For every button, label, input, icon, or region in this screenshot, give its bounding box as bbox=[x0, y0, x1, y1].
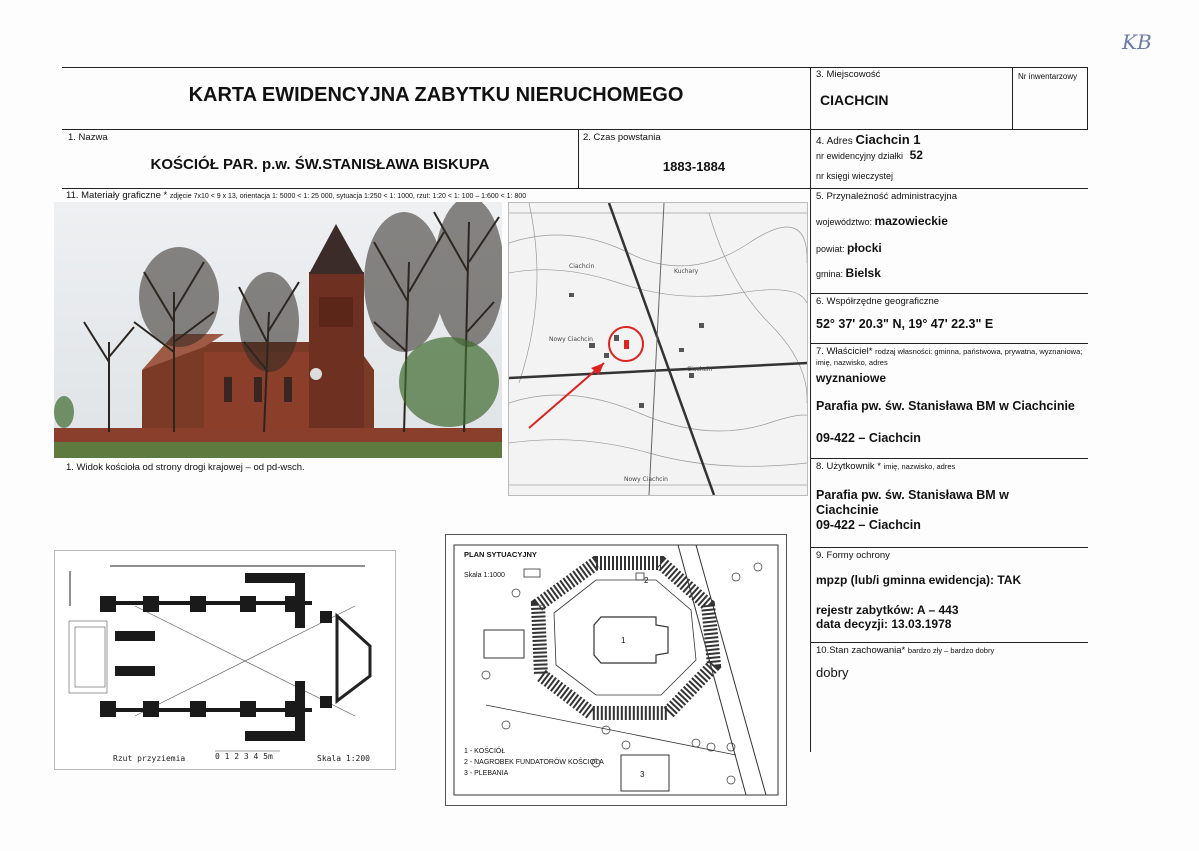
miejscowosc-value: CIACHCIN bbox=[820, 92, 889, 108]
row-divider bbox=[810, 188, 1088, 189]
adres-label: 4. Adres bbox=[816, 136, 853, 147]
church-photo-image bbox=[54, 202, 502, 458]
stan-label: 10.Stan zachowania* bbox=[816, 645, 906, 656]
wlasciciel-header bbox=[816, 346, 1084, 368]
row-divider bbox=[810, 642, 1088, 643]
adres-value: Ciachcin 1 bbox=[855, 132, 921, 147]
floor-plan-drawing bbox=[55, 551, 395, 769]
row-divider bbox=[62, 129, 1088, 130]
topographic-map bbox=[508, 202, 808, 496]
plan2-num-church: 1 bbox=[621, 636, 626, 645]
plan2-legend-item: 3 - PLEBANIA bbox=[464, 770, 509, 777]
ochrona-label: 9. Formy ochrony bbox=[816, 550, 890, 561]
przynaleznosc-label: 5. Przynależność administracyjna bbox=[816, 191, 957, 202]
gmina-label: gmina: bbox=[816, 269, 844, 279]
uzytkownik-user: Parafia pw. św. Stanisława BM w Ciachcinie bbox=[816, 488, 1009, 517]
map-village-label: Nowy Ciachcin bbox=[624, 476, 668, 483]
materialy-note: zdjęcie 7x10 < 9 x 13, orientacja 1: 5000 < 1: 25 000, sytuacja 1:250 < 1: 1000, rzut: 1:20 < 1: 100 – 1:600 < 1: 800 bbox=[169, 193, 527, 200]
dzialka-row bbox=[816, 148, 923, 162]
wojewodztwo-row bbox=[816, 214, 948, 228]
plan2-num-rectory: 3 bbox=[640, 770, 645, 779]
uzytkownik-postal: 09-422 – Ciachcin bbox=[816, 518, 921, 532]
church-photo bbox=[54, 202, 502, 458]
adres-row bbox=[816, 132, 921, 147]
site-plan-drawing bbox=[446, 535, 786, 805]
nazwa-value: KOŚCIÓŁ PAR. p.w. ŚW.STANISŁAWA BISKUPA bbox=[150, 156, 490, 173]
wojewodztwo-value: mazowieckie bbox=[874, 214, 948, 228]
wlasciciel-owner: Parafia pw. św. Stanisława BM w Ciachcinie bbox=[816, 399, 1075, 413]
stan-value: dobry bbox=[816, 665, 849, 680]
plan1-scale-bar: 0 1 2 3 4 5m bbox=[215, 752, 273, 761]
gmina-value: Bielsk bbox=[845, 266, 881, 280]
ksiega-label: nr księgi wieczystej bbox=[816, 171, 894, 181]
wspolrzedne-value: 52° 37' 20.3" N, 19° 47' 22.3" E bbox=[816, 317, 994, 331]
materialy-label: 11. Materiały graficzne * bbox=[66, 190, 168, 201]
wlasciciel-type: wyznaniowe bbox=[816, 371, 887, 385]
uzytkownik-label: 8. Użytkownik * bbox=[816, 461, 881, 472]
map-village-label: Kuchary bbox=[674, 268, 699, 275]
ochrona-rejestr: rejestr zabytków: A – 443 bbox=[816, 603, 959, 617]
stan-header bbox=[816, 645, 994, 656]
uzytkownik-header bbox=[816, 461, 955, 472]
powiat-row bbox=[816, 241, 882, 255]
site-plan bbox=[445, 534, 787, 806]
czas-value: 1883-1884 bbox=[662, 159, 726, 174]
row-divider bbox=[810, 547, 1088, 548]
map-village-label: Nowy Ciachcin bbox=[549, 336, 593, 343]
col-divider bbox=[1087, 67, 1088, 129]
map-village-label: Ciachcin bbox=[569, 263, 595, 270]
map-village-label: Ciachcin bbox=[687, 366, 713, 373]
plan2-title: PLAN SYTUACYJNY bbox=[464, 550, 537, 559]
nazwa-label: 1. Nazwa bbox=[68, 132, 108, 143]
plan1-caption: Rzut przyziemia bbox=[113, 754, 186, 763]
topographic-map-image bbox=[509, 203, 807, 495]
wlasciciel-postal: 09-422 – Ciachcin bbox=[816, 431, 921, 445]
dzialka-value: 52 bbox=[909, 148, 923, 162]
miejscowosc-label: 3. Miejscowość bbox=[816, 69, 881, 80]
stan-note: bardzo zły – bardzo dobry bbox=[907, 646, 995, 655]
gmina-row bbox=[816, 266, 881, 280]
wspolrzedne-label: 6. Współrzędne geograficzne bbox=[816, 296, 940, 307]
floor-plan bbox=[54, 550, 396, 770]
handwritten-initials: KB bbox=[1122, 30, 1152, 54]
row-divider bbox=[810, 458, 1088, 459]
powiat-value: płocki bbox=[847, 241, 882, 255]
wlasciciel-label: 7. Właściciel* bbox=[816, 346, 873, 357]
wojewodztwo-label: województwo: bbox=[816, 217, 873, 227]
plan2-legend-item: 1 - KOŚCIÓŁ bbox=[464, 748, 506, 755]
col-divider bbox=[810, 67, 811, 752]
nr-inwentarzowy-label: Nr inwentarzowy bbox=[1018, 72, 1078, 81]
wlasciciel-note: rodzaj własności: gminna, państwowa, prywatna, wyznaniowa; imię, nazwisko, adres bbox=[816, 347, 1083, 367]
materialy-header bbox=[66, 190, 526, 201]
plan2-legend-item: 2 - NAGROBEK FUNDATORÓW KOŚCIOŁA bbox=[464, 759, 604, 766]
ochrona-data: data decyzji: 13.03.1978 bbox=[816, 617, 952, 631]
row-divider bbox=[810, 343, 1088, 344]
powiat-label: powiat: bbox=[816, 244, 845, 254]
plan1-scale: Skala 1:200 bbox=[317, 754, 370, 763]
plan2-num-grave: 2 bbox=[644, 576, 649, 585]
ochrona-mpzp: mpzp (lub/i gminna ewidencja): TAK bbox=[816, 573, 1022, 587]
czas-label: 2. Czas powstania bbox=[583, 132, 661, 143]
dzialka-label: nr ewidencyjny działki bbox=[816, 151, 904, 161]
photo-caption: 1. Widok kościoła od strony drogi krajowej – od pd-wsch. bbox=[66, 462, 305, 473]
row-divider bbox=[810, 293, 1088, 294]
col-divider bbox=[1012, 67, 1013, 129]
plan2-scale: Skala 1:1000 bbox=[464, 572, 505, 579]
uzytkownik-note: imię, nazwisko, adres bbox=[883, 462, 956, 471]
top-border bbox=[62, 67, 1088, 68]
card-title: KARTA EWIDENCYJNA ZABYTKU NIERUCHOMEGO bbox=[188, 84, 684, 106]
